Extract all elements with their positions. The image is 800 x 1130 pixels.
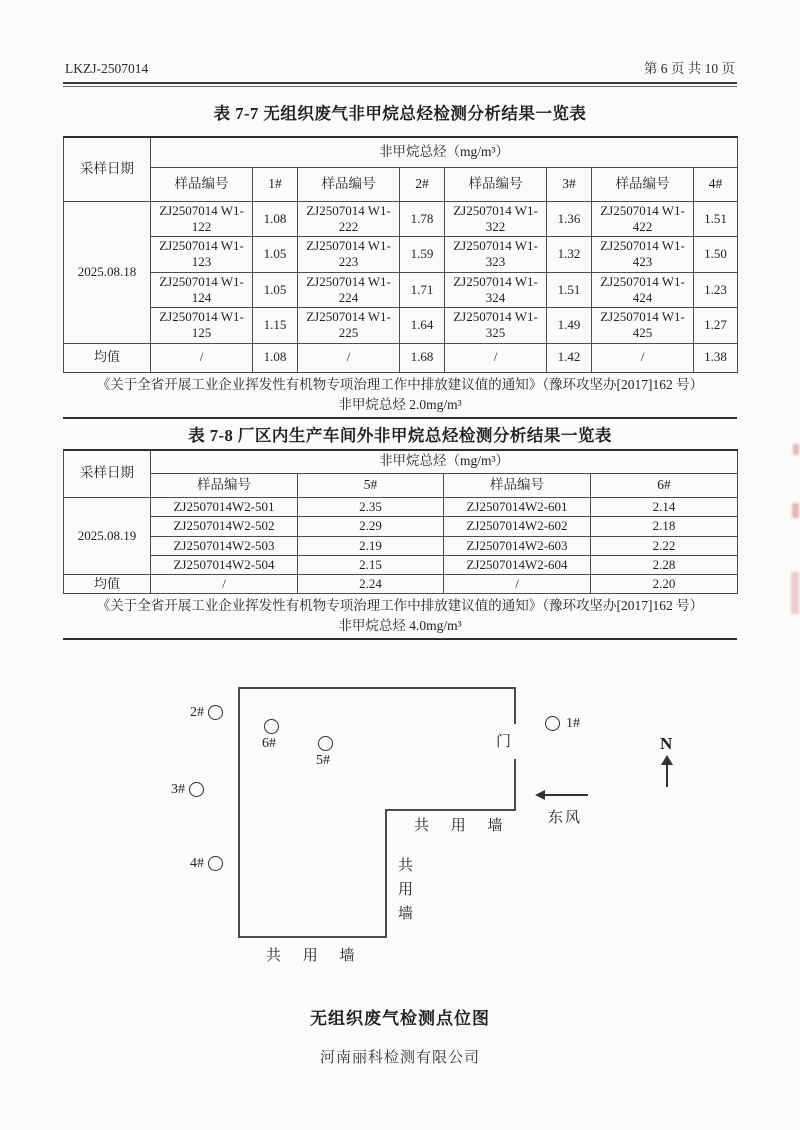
wind-label: 东风: [548, 810, 583, 826]
average-row: [64, 575, 738, 594]
cell-sample-id: ZJ2507014W2-504: [151, 555, 298, 574]
cell-sample-id: ZJ2507014 W1-423: [592, 237, 694, 273]
cell-value: 2.18: [591, 517, 738, 536]
cell-value: /: [151, 343, 253, 372]
cell-value: 1.50: [694, 237, 738, 273]
cell-sample-id: ZJ2507014W2-604: [444, 555, 591, 574]
wall-right-lower: [514, 759, 516, 811]
col-header-sample: 样品编号: [444, 474, 591, 498]
cell-value: /: [151, 575, 298, 594]
point-label-2: 2#: [190, 705, 204, 720]
cell-sample-id: ZJ2507014 W1-322: [445, 201, 547, 237]
monitoring-point-2: [208, 705, 223, 720]
table-7-7: [63, 136, 738, 373]
table-row: [64, 237, 738, 273]
notice-limit: 非甲烷总烃 2.0mg/m³: [338, 396, 462, 412]
standard-notice: [63, 594, 737, 638]
average-row: [64, 343, 738, 372]
wall-step: [385, 809, 516, 811]
shared-wall-label-bottom: 共 用 墙: [266, 948, 364, 964]
cell-value: 1.51: [694, 201, 738, 237]
point-label-6: 6#: [262, 736, 276, 751]
cell-value: 1.36: [547, 201, 592, 237]
page-header: [63, 57, 737, 77]
point-label-3: 3#: [171, 782, 185, 797]
figure-caption: 无组织废气检测点位图: [310, 1009, 490, 1028]
north-arrow-shaft: [666, 763, 668, 787]
cell-sample-id: ZJ2507014 W1-122: [151, 201, 253, 237]
table-7-8: [63, 449, 738, 595]
col-header-sample: 样品编号: [151, 167, 253, 201]
wall-bottom: [238, 936, 387, 938]
cell-sample-id: ZJ2507014 W1-222: [298, 201, 400, 237]
col-header-sample: 样品编号: [298, 167, 400, 201]
cell-value: 2.22: [591, 536, 738, 555]
header-rule: [63, 82, 737, 84]
monitoring-point-4: [208, 856, 223, 871]
wall-top: [238, 687, 516, 689]
cell-value: 2.15: [298, 555, 444, 574]
stamp-mark: [792, 503, 799, 518]
cell-sample-id: ZJ2507014 W1-323: [445, 237, 547, 273]
point-label-4: 4#: [190, 856, 204, 871]
cell-value: /: [298, 343, 400, 372]
cell-value: 1.05: [253, 272, 298, 308]
average-label: 均值: [64, 575, 151, 594]
standard-notice: [63, 373, 737, 417]
wind-arrow-shaft: [544, 794, 588, 796]
sampling-date: 2025.08.18: [64, 201, 151, 343]
stamp-mark: [791, 572, 799, 614]
table-row: [64, 201, 738, 237]
cell-value: 1.15: [253, 308, 298, 344]
col-header-sample: 样品编号: [151, 474, 298, 498]
doc-number: LKZJ-2507014: [65, 61, 149, 76]
cell-value: /: [444, 575, 591, 594]
cell-sample-id: ZJ2507014 W1-325: [445, 308, 547, 344]
cell-value: /: [445, 343, 547, 372]
wind-arrow-icon: [535, 790, 545, 800]
col-header-point: 2#: [400, 167, 445, 201]
cell-value: 1.05: [253, 237, 298, 273]
cell-value: 2.29: [298, 517, 444, 536]
cell-sample-id: ZJ2507014 W1-425: [592, 308, 694, 344]
cell-value: 2.20: [591, 575, 738, 594]
cell-value: 1.08: [253, 201, 298, 237]
north-label: N: [660, 734, 673, 753]
notice-limit: 非甲烷总烃 4.0mg/m³: [338, 618, 462, 634]
cell-value: 1.64: [400, 308, 445, 344]
monitoring-point-5: [318, 736, 333, 751]
sampling-date: 2025.08.19: [64, 498, 151, 575]
cell-sample-id: ZJ2507014 W1-424: [592, 272, 694, 308]
cell-sample-id: ZJ2507014 W1-125: [151, 308, 253, 344]
shared-wall-label-right: 共用墙: [396, 857, 412, 929]
cell-sample-id: ZJ2507014 W1-422: [592, 201, 694, 237]
wall-left: [238, 687, 240, 938]
cell-value: 1.49: [547, 308, 592, 344]
monitoring-point-1: [545, 716, 560, 731]
section-divider: [63, 638, 737, 640]
cell-value: /: [592, 343, 694, 372]
cell-sample-id: ZJ2507014W2-601: [444, 498, 591, 517]
col-header-point: 5#: [298, 474, 444, 498]
notice-line1: 《关于全省开展工业企业挥发性有机物专项治理工作中排放建议值的通知》（豫环攻坚办[2017]162 号）: [96, 376, 704, 392]
cell-value: 1.51: [547, 272, 592, 308]
cell-sample-id: ZJ2507014W2-502: [151, 517, 298, 536]
cell-sample-id: ZJ2507014W2-503: [151, 536, 298, 555]
col-header-point: 3#: [547, 167, 592, 201]
col-header-sample: 样品编号: [445, 167, 547, 201]
point-label-1: 1#: [566, 716, 580, 731]
cell-value: 2.24: [298, 575, 444, 594]
table2-title: 表 7-8 厂区内生产车间外非甲烷总烃检测分析结果一览表: [188, 425, 612, 445]
cell-sample-id: ZJ2507014 W1-224: [298, 272, 400, 308]
stamp-mark: [793, 444, 799, 455]
col-header-point: 6#: [591, 474, 738, 498]
cell-value: 1.42: [547, 343, 592, 372]
table1-title: 表 7-7 无组织废气非甲烷总烃检测分析结果一览表: [213, 104, 587, 123]
col-header-sample: 样品编号: [592, 167, 694, 201]
cell-sample-id: ZJ2507014 W1-324: [445, 272, 547, 308]
table-row: [64, 272, 738, 308]
cell-sample-id: ZJ2507014W2-603: [444, 536, 591, 555]
col-header-date: 采样日期: [64, 137, 151, 201]
company-name: 河南丽科检测有限公司: [319, 1050, 480, 1066]
col-header-date: 采样日期: [64, 450, 151, 498]
cell-value: 2.14: [591, 498, 738, 517]
cell-sample-id: ZJ2507014 W1-123: [151, 237, 253, 273]
cell-sample-id: ZJ2507014 W1-225: [298, 308, 400, 344]
north-arrow-icon: [661, 755, 673, 765]
table-row: [64, 555, 738, 574]
table-row: [64, 536, 738, 555]
shared-wall-label-top: 共 用 墙: [414, 818, 512, 834]
wall-inner-right: [385, 809, 387, 938]
cell-value: 1.78: [400, 201, 445, 237]
wall-right-upper: [514, 687, 516, 724]
cell-value: 2.35: [298, 498, 444, 517]
cell-value: 1.08: [253, 343, 298, 372]
cell-value: 1.59: [400, 237, 445, 273]
average-label: 均值: [64, 343, 151, 372]
cell-value: 2.28: [591, 555, 738, 574]
cell-value: 1.27: [694, 308, 738, 344]
cell-sample-id: ZJ2507014W2-602: [444, 517, 591, 536]
cell-value: 1.23: [694, 272, 738, 308]
col-header-group: 非甲烷总烃（mg/m³）: [151, 137, 738, 167]
cell-value: 1.71: [400, 272, 445, 308]
page-number: 第 6 页 共 10 页: [643, 61, 735, 76]
table-row: [64, 517, 738, 536]
notice-line1: 《关于全省开展工业企业挥发性有机物专项治理工作中排放建议值的通知》（豫环攻坚办[2017]162 号）: [96, 598, 704, 614]
cell-value: 1.38: [694, 343, 738, 372]
col-header-point: 4#: [694, 167, 738, 201]
header-rule-thin: [63, 86, 737, 87]
door-label: 门: [496, 734, 512, 750]
cell-value: 1.32: [547, 237, 592, 273]
cell-sample-id: ZJ2507014W2-501: [151, 498, 298, 517]
table-row: [64, 308, 738, 344]
cell-value: 1.68: [400, 343, 445, 372]
table-row: [64, 498, 738, 517]
col-header-group: 非甲烷总烃（mg/m³）: [151, 450, 738, 474]
monitoring-point-3: [189, 782, 204, 797]
cell-sample-id: ZJ2507014 W1-124: [151, 272, 253, 308]
cell-sample-id: ZJ2507014 W1-223: [298, 237, 400, 273]
col-header-point: 1#: [253, 167, 298, 201]
cell-value: 2.19: [298, 536, 444, 555]
point-label-5: 5#: [316, 753, 330, 768]
monitoring-point-6: [264, 719, 279, 734]
